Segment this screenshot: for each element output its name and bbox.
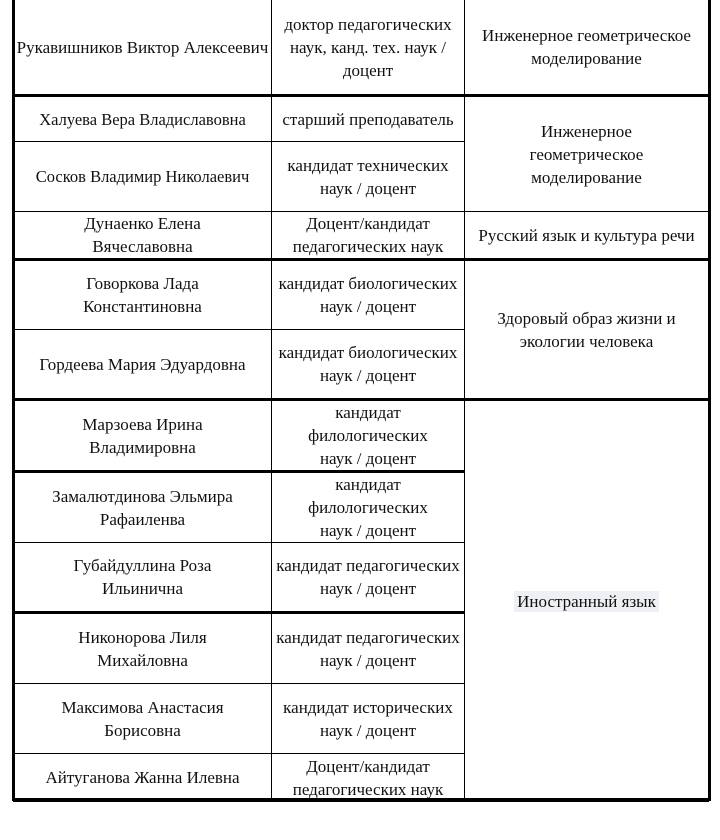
teacher-degree: кандидат технических наук / доцент: [272, 142, 465, 212]
teacher-degree: кандидат педагогических наук / доцент: [272, 613, 465, 684]
teacher-degree: кандидат педагогических наук / доцент: [272, 543, 465, 613]
teacher-name: Никонорова Лиля Михайловна: [14, 613, 272, 684]
teacher-degree: кандидат биологических наук / доцент: [272, 330, 465, 400]
teacher-name: Максимова Анастасия Борисовна: [14, 684, 272, 754]
subject-cell: [465, 400, 709, 802]
teacher-name: Айтуганова Жанна Илевна: [14, 754, 272, 802]
teacher-degree: кандидат филологических наук / доцент: [272, 400, 465, 472]
teacher-degree: кандидат биологических наук / доцент: [272, 260, 465, 330]
subject-cell: Инженерное геометрическое моделирование: [465, 0, 709, 96]
teacher-degree: Доцент/кандидат педагогических наук: [272, 754, 465, 802]
teacher-degree: доктор педагогических наук, канд. тех. наук / доцент: [272, 0, 465, 96]
teacher-degree: старший преподаватель: [272, 96, 465, 142]
teacher-degree: кандидат филологических наук / доцент: [272, 472, 465, 543]
subject-cell: Русский язык и культура речи: [465, 212, 709, 260]
table-row: [14, 212, 709, 260]
table-row: [14, 400, 709, 472]
subject-highlight: Иностранный язык: [514, 591, 659, 612]
table-row: [14, 0, 709, 96]
teacher-name: Замалютдинова Эльмира Рафаиленва: [14, 472, 272, 543]
teacher-name: Халуева Вера Владиславовна: [14, 96, 272, 142]
teacher-degree: кандидат исторических наук / доцент: [272, 684, 465, 754]
teacher-name: Сосков Владимир Николаевич: [14, 142, 272, 212]
teacher-name: Говоркова Лада Константиновна: [14, 260, 272, 330]
subject-cell: Здоровый образ жизни и экологии человека: [465, 260, 709, 400]
teacher-name: Гордеева Мария Эдуардовна: [14, 330, 272, 400]
staff-table: [13, 0, 709, 802]
table-row: [14, 96, 709, 142]
teacher-name: Марзоева Ирина Владимировна: [14, 400, 272, 472]
teacher-name: Дунаенко Елена Вячеславовна: [14, 212, 272, 260]
subject-cell: Инженерное геометрическое моделирование: [465, 96, 709, 212]
teacher-name: Губайдуллина Роза Ильинична: [14, 543, 272, 613]
teacher-degree: Доцент/кандидат педагогических наук: [272, 212, 465, 260]
teacher-name: Рукавишников Виктор Алексеевич: [14, 0, 272, 96]
table-row: [14, 260, 709, 330]
